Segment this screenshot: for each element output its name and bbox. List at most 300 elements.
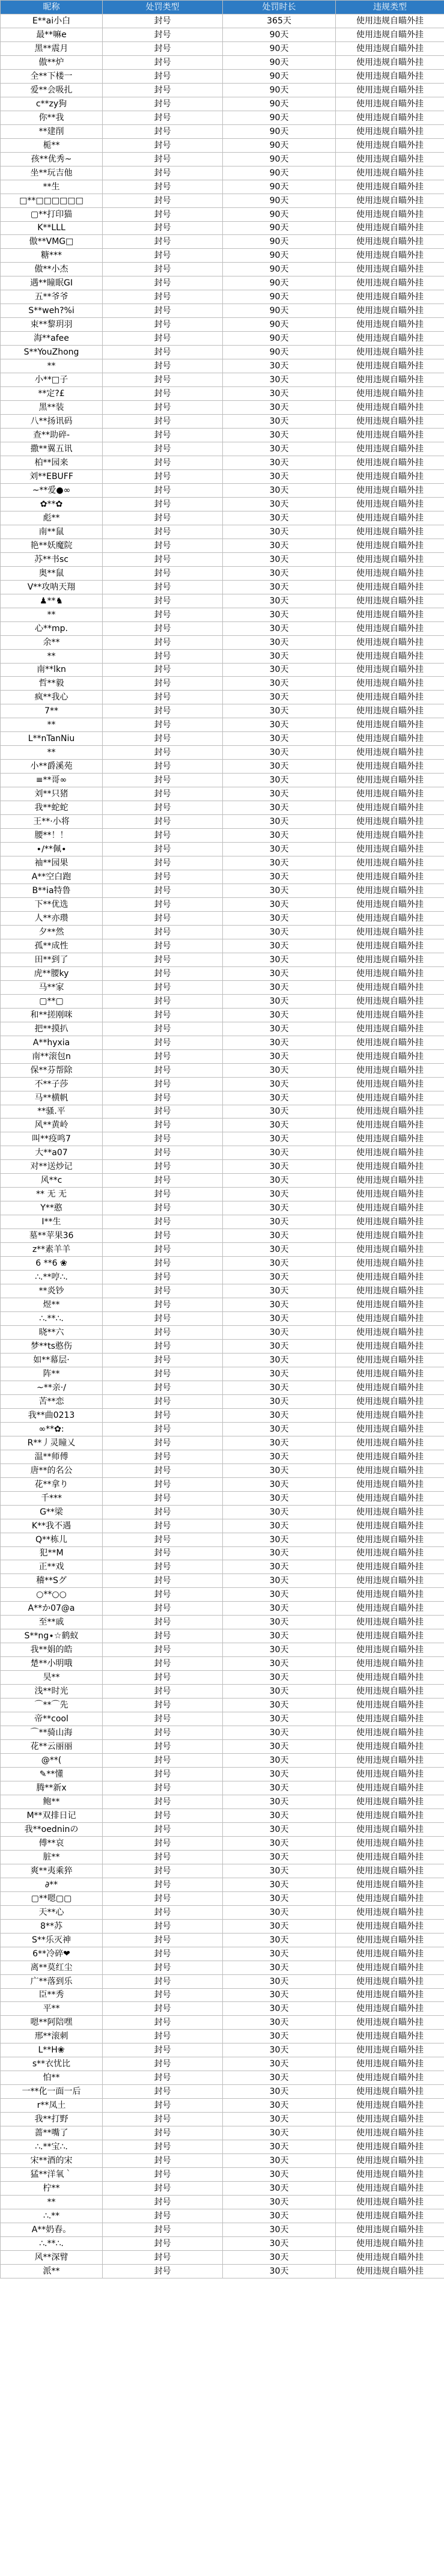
nickname-cell: @**( <box>1 1754 103 1768</box>
violation-type-cell: 使用违规自瞄外挂 <box>336 2264 444 2278</box>
table-row <box>1 1588 444 1602</box>
violation-type-cell: 使用违规自瞄外挂 <box>336 97 444 111</box>
nickname-cell: S**weh?%i <box>1 304 103 318</box>
nickname-cell: Q**栋儿 <box>1 1533 103 1546</box>
penalty-duration-cell: 365天 <box>223 14 336 28</box>
nickname-cell: 千*** <box>1 1491 103 1505</box>
violation-type-cell: 使用违规自瞄外挂 <box>336 1546 444 1560</box>
table-row <box>1 304 444 318</box>
penalty-type-cell: 封号 <box>103 207 223 221</box>
violation-type-cell: 使用违规自瞄外挂 <box>336 2099 444 2113</box>
violation-type-cell: 使用违规自瞄外挂 <box>336 815 444 829</box>
header-nickname: 昵称 <box>1 1 103 14</box>
violation-type-cell: 使用违规自瞄外挂 <box>336 1947 444 1961</box>
table-row <box>1 2154 444 2168</box>
violation-type-cell: 使用违规自瞄外挂 <box>336 1394 444 1408</box>
penalty-duration-cell: 90天 <box>223 69 336 83</box>
table-row <box>1 1491 444 1505</box>
penalty-type-cell: 封号 <box>103 290 223 304</box>
violation-type-cell: 使用违规自瞄外挂 <box>336 1091 444 1105</box>
penalty-type-cell: 封号 <box>103 1243 223 1257</box>
table-header-row <box>1 1 444 14</box>
table-row <box>1 1326 444 1340</box>
nickname-cell: 昊** <box>1 1671 103 1685</box>
table-row <box>1 2126 444 2140</box>
table-row <box>1 290 444 304</box>
table-row <box>1 194 444 207</box>
penalty-type-cell: 封号 <box>103 911 223 925</box>
penalty-type-cell: 封号 <box>103 1229 223 1243</box>
violation-type-cell: 使用违规自瞄外挂 <box>336 718 444 732</box>
violation-type-cell: 使用违规自瞄外挂 <box>336 1588 444 1602</box>
violation-type-cell: 使用违规自瞄外挂 <box>336 1077 444 1091</box>
nickname-cell: ~**爱●∞ <box>1 483 103 497</box>
penalty-duration-cell: 90天 <box>223 276 336 290</box>
penalty-type-cell: 封号 <box>103 925 223 939</box>
penalty-type-cell: 封号 <box>103 387 223 401</box>
violation-type-cell: 使用违规自瞄外挂 <box>336 1284 444 1298</box>
nickname-cell: **定?£ <box>1 387 103 401</box>
nickname-cell: 最**嘛e <box>1 28 103 41</box>
nickname-cell: 我**oedninの <box>1 1822 103 1836</box>
violation-type-cell: 使用违规自瞄外挂 <box>336 1132 444 1146</box>
penalty-duration-cell: 30天 <box>223 1229 336 1243</box>
penalty-type-cell: 封号 <box>103 124 223 138</box>
nickname-cell: 一**化一面一后 <box>1 2085 103 2099</box>
violation-type-cell: 使用违规自瞄外挂 <box>336 1422 444 1436</box>
penalty-type-cell: 封号 <box>103 718 223 732</box>
violation-type-cell: 使用违规自瞄外挂 <box>336 1201 444 1215</box>
penalty-type-cell: 封号 <box>103 994 223 1008</box>
nickname-cell: ** <box>1 649 103 663</box>
penalty-duration-cell: 30天 <box>223 2264 336 2278</box>
penalty-type-cell: 封号 <box>103 1974 223 1988</box>
table-row <box>1 1712 444 1726</box>
table-row <box>1 1463 444 1477</box>
penalty-type-cell: 封号 <box>103 249 223 263</box>
nickname-cell: 糖*** <box>1 249 103 263</box>
violation-type-cell: 使用违规自瞄外挂 <box>336 994 444 1008</box>
violation-type-cell: 使用违规自瞄外挂 <box>336 2126 444 2140</box>
penalty-type-cell: 封号 <box>103 429 223 442</box>
penalty-duration-cell: 30天 <box>223 2030 336 2043</box>
penalty-type-cell: 封号 <box>103 442 223 456</box>
nickname-cell: ▢**打印猫 <box>1 207 103 221</box>
violation-type-cell: 使用违规自瞄外挂 <box>336 566 444 580</box>
table-row <box>1 911 444 925</box>
violation-type-cell: 使用违规自瞄外挂 <box>336 83 444 97</box>
penalty-duration-cell: 30天 <box>223 787 336 801</box>
nickname-cell: 至**戚 <box>1 1616 103 1629</box>
penalty-type-cell: 封号 <box>103 1450 223 1463</box>
penalty-type-cell: 封号 <box>103 69 223 83</box>
table-row <box>1 580 444 594</box>
nickname-cell: 艳**妖魔院 <box>1 539 103 552</box>
penalty-type-cell: 封号 <box>103 1326 223 1340</box>
nickname-cell: A**奶春。 <box>1 2223 103 2236</box>
nickname-cell: ~**亲·∕ <box>1 1381 103 1394</box>
penalty-duration-cell: 30天 <box>223 815 336 829</box>
penalty-duration-cell: 30天 <box>223 1836 336 1850</box>
table-row <box>1 2071 444 2085</box>
nickname-cell: 对**送炒记 <box>1 1160 103 1174</box>
table-row <box>1 649 444 663</box>
violation-type-cell: 使用违规自瞄外挂 <box>336 1174 444 1188</box>
penalty-type-cell: 封号 <box>103 939 223 953</box>
table-row <box>1 346 444 359</box>
nickname-cell: □**□□□□□□ <box>1 194 103 207</box>
penalty-type-cell: 封号 <box>103 787 223 801</box>
penalty-type-cell: 封号 <box>103 1795 223 1808</box>
table-row <box>1 1602 444 1616</box>
table-row <box>1 1754 444 1768</box>
nickname-cell: ⌒**⌒先 <box>1 1699 103 1712</box>
violation-type-cell: 使用违规自瞄外挂 <box>336 1850 444 1864</box>
nickname-cell: 脏** <box>1 1850 103 1864</box>
penalty-type-cell: 封号 <box>103 649 223 663</box>
penalty-duration-cell: 30天 <box>223 1768 336 1781</box>
violation-type-cell: 使用违规自瞄外挂 <box>336 429 444 442</box>
table-row <box>1 387 444 401</box>
penalty-duration-cell: 90天 <box>223 83 336 97</box>
table-row <box>1 469 444 483</box>
penalty-type-cell: 封号 <box>103 55 223 69</box>
nickname-cell: 我**打野 <box>1 2113 103 2126</box>
violation-type-cell: 使用违规自瞄外挂 <box>336 1685 444 1699</box>
nickname-cell: 傲**VMG□ <box>1 235 103 249</box>
violation-type-cell: 使用违规自瞄外挂 <box>336 1891 444 1905</box>
penalty-type-cell: 封号 <box>103 1602 223 1616</box>
nickname-cell: 叫**疫鸣7 <box>1 1132 103 1146</box>
table-row <box>1 41 444 55</box>
penalty-type-cell: 封号 <box>103 14 223 28</box>
penalty-duration-cell: 90天 <box>223 318 336 332</box>
penalty-type-cell: 封号 <box>103 663 223 677</box>
nickname-cell: 我**蛇蛇 <box>1 801 103 815</box>
nickname-cell: 如**幕层· <box>1 1353 103 1367</box>
penalty-duration-cell: 30天 <box>223 1808 336 1822</box>
penalty-duration-cell: 30天 <box>223 1822 336 1836</box>
penalty-duration-cell: 30天 <box>223 1712 336 1726</box>
violation-type-cell: 使用违规自瞄外挂 <box>336 1933 444 1947</box>
table-row <box>1 1699 444 1712</box>
table-row <box>1 939 444 953</box>
penalty-type-cell: 封号 <box>103 138 223 152</box>
penalty-duration-cell: 30天 <box>223 649 336 663</box>
violation-type-cell: 使用违规自瞄外挂 <box>336 166 444 180</box>
violation-type-cell: 使用违规自瞄外挂 <box>336 55 444 69</box>
nickname-cell: ▢**▢ <box>1 994 103 1008</box>
table-row <box>1 1105 444 1119</box>
table-row <box>1 1381 444 1394</box>
table-row <box>1 1298 444 1312</box>
penalty-duration-cell: 30天 <box>223 1105 336 1119</box>
violation-type-cell: 使用违规自瞄外挂 <box>336 801 444 815</box>
nickname-cell: L**H❀ <box>1 2043 103 2057</box>
penalty-duration-cell: 30天 <box>223 1961 336 1974</box>
penalty-type-cell: 封号 <box>103 1477 223 1491</box>
penalty-type-cell: 封号 <box>103 97 223 111</box>
nickname-cell: A**か07@a <box>1 1602 103 1616</box>
penalty-duration-cell: 30天 <box>223 2002 336 2016</box>
penalty-duration-cell: 30天 <box>223 884 336 898</box>
violation-type-cell: 使用违规自瞄外挂 <box>336 318 444 332</box>
table-row <box>1 166 444 180</box>
nickname-cell: 楚**小明哦 <box>1 1657 103 1671</box>
penalty-duration-cell: 30天 <box>223 1974 336 1988</box>
violation-type-cell: 使用违规自瞄外挂 <box>336 1339 444 1353</box>
nickname-cell: 我**曲0213 <box>1 1408 103 1422</box>
nickname-cell: 田**到了 <box>1 953 103 966</box>
penalty-type-cell: 封号 <box>103 1712 223 1726</box>
penalty-type-cell: 封号 <box>103 691 223 704</box>
penalty-type-cell: 封号 <box>103 1105 223 1119</box>
penalty-duration-cell: 30天 <box>223 1905 336 1919</box>
nickname-cell: 傲**小杰 <box>1 263 103 276</box>
penalty-duration-cell: 30天 <box>223 2236 336 2250</box>
penalty-duration-cell: 30天 <box>223 1367 336 1381</box>
penalty-duration-cell: 90天 <box>223 152 336 166</box>
table-row <box>1 1271 444 1284</box>
penalty-duration-cell: 30天 <box>223 1878 336 1891</box>
nickname-cell: ✎**懂 <box>1 1768 103 1781</box>
penalty-duration-cell: 30天 <box>223 566 336 580</box>
nickname-cell: 袖**园果 <box>1 856 103 870</box>
nickname-cell: 派** <box>1 2264 103 2278</box>
violation-type-cell: 使用违规自瞄外挂 <box>336 1312 444 1326</box>
table-row <box>1 1119 444 1132</box>
table-row <box>1 1781 444 1795</box>
table-row <box>1 138 444 152</box>
penalty-duration-cell: 30天 <box>223 2057 336 2071</box>
nickname-cell: 犯**M <box>1 1546 103 1560</box>
table-row <box>1 704 444 718</box>
table-row <box>1 1629 444 1643</box>
table-row <box>1 207 444 221</box>
violation-type-cell: 使用违规自瞄外挂 <box>336 387 444 401</box>
table-row <box>1 1436 444 1450</box>
violation-type-cell: 使用违规自瞄外挂 <box>336 290 444 304</box>
nickname-cell: 正**戏 <box>1 1560 103 1574</box>
table-row <box>1 1657 444 1671</box>
nickname-cell: 帝**cool <box>1 1712 103 1726</box>
penalty-type-cell: 封号 <box>103 1036 223 1049</box>
nickname-cell: 奥**鼠 <box>1 566 103 580</box>
nickname-cell: **炎钞 <box>1 1284 103 1298</box>
table-row <box>1 69 444 83</box>
penalty-type-cell: 封号 <box>103 801 223 815</box>
violation-type-cell: 使用违规自瞄外挂 <box>336 1781 444 1795</box>
penalty-duration-cell: 30天 <box>223 469 336 483</box>
table-row <box>1 691 444 704</box>
table-row <box>1 1933 444 1947</box>
penalty-duration-cell: 30天 <box>223 1740 336 1754</box>
penalty-type-cell: 封号 <box>103 2099 223 2113</box>
table-row <box>1 525 444 539</box>
nickname-cell: 黑**震月 <box>1 41 103 55</box>
table-row <box>1 1339 444 1353</box>
penalty-duration-cell: 30天 <box>223 608 336 621</box>
table-row <box>1 1878 444 1891</box>
nickname-cell: 天**心 <box>1 1905 103 1919</box>
table-row <box>1 566 444 580</box>
penalty-duration-cell: 90天 <box>223 111 336 124</box>
violation-type-cell: 使用违规自瞄外挂 <box>336 1602 444 1616</box>
penalty-duration-cell: 30天 <box>223 1353 336 1367</box>
table-row <box>1 1974 444 1988</box>
nickname-cell: S**乐灭神 <box>1 1933 103 1947</box>
penalty-type-cell: 封号 <box>103 829 223 843</box>
violation-type-cell: 使用违规自瞄外挂 <box>336 1560 444 1574</box>
violation-type-cell: 使用违规自瞄外挂 <box>336 1353 444 1367</box>
nickname-cell: 苏**书sc <box>1 552 103 566</box>
nickname-cell: ** <box>1 2196 103 2209</box>
violation-type-cell: 使用违规自瞄外挂 <box>336 1436 444 1450</box>
nickname-cell: 心**mp. <box>1 621 103 635</box>
nickname-cell: 8**苏 <box>1 1919 103 1933</box>
penalty-type-cell: 封号 <box>103 1822 223 1836</box>
nickname-cell: 和**搓刚咪 <box>1 1008 103 1022</box>
violation-type-cell: 使用违规自瞄外挂 <box>336 2071 444 2085</box>
penalty-duration-cell: 90天 <box>223 138 336 152</box>
penalty-duration-cell: 30天 <box>223 1049 336 1063</box>
table-row <box>1 1312 444 1326</box>
violation-type-cell: 使用违规自瞄外挂 <box>336 1022 444 1036</box>
violation-type-cell: 使用违规自瞄外挂 <box>336 1367 444 1381</box>
penalty-duration-cell: 90天 <box>223 97 336 111</box>
violation-type-cell: 使用违规自瞄外挂 <box>336 1657 444 1671</box>
penalty-duration-cell: 30天 <box>223 2168 336 2182</box>
nickname-cell: 虎**腰ky <box>1 966 103 980</box>
penalty-duration-cell: 90天 <box>223 249 336 263</box>
table-row <box>1 1284 444 1298</box>
penalty-duration-cell: 30天 <box>223 1243 336 1257</box>
violation-type-cell: 使用违规自瞄外挂 <box>336 1822 444 1836</box>
table-row <box>1 111 444 124</box>
table-row <box>1 97 444 111</box>
violation-type-cell: 使用违规自瞄外挂 <box>336 1381 444 1394</box>
nickname-cell: 孤**成性 <box>1 939 103 953</box>
penalty-type-cell: 封号 <box>103 1298 223 1312</box>
penalty-type-cell: 封号 <box>103 1312 223 1326</box>
penalty-type-cell: 封号 <box>103 2030 223 2043</box>
nickname-cell: **建削 <box>1 124 103 138</box>
penalty-type-cell: 封号 <box>103 221 223 235</box>
penalty-duration-cell: 30天 <box>223 677 336 691</box>
violation-type-cell: 使用违规自瞄外挂 <box>336 1271 444 1284</box>
table-row <box>1 235 444 249</box>
table-row <box>1 276 444 290</box>
violation-type-cell: 使用违规自瞄外挂 <box>336 608 444 621</box>
nickname-cell: 马**横帆 <box>1 1091 103 1105</box>
penalty-duration-cell: 30天 <box>223 442 336 456</box>
nickname-cell: M**双排日记 <box>1 1808 103 1822</box>
penalty-type-cell: 封号 <box>103 677 223 691</box>
penalty-duration-cell: 30天 <box>223 980 336 994</box>
violation-type-cell: 使用违规自瞄外挂 <box>336 1519 444 1533</box>
penalty-type-cell: 封号 <box>103 1394 223 1408</box>
penalty-type-cell: 封号 <box>103 1657 223 1671</box>
penalty-type-cell: 封号 <box>103 580 223 594</box>
violation-type-cell: 使用违规自瞄外挂 <box>336 2057 444 2071</box>
table-row <box>1 1049 444 1063</box>
penalty-duration-cell: 30天 <box>223 760 336 774</box>
violation-type-cell: 使用违规自瞄外挂 <box>336 483 444 497</box>
penalty-type-cell: 封号 <box>103 1188 223 1201</box>
violation-type-cell: 使用违规自瞄外挂 <box>336 442 444 456</box>
penalty-type-cell: 封号 <box>103 1201 223 1215</box>
nickname-cell: 下**优选 <box>1 897 103 911</box>
table-row <box>1 787 444 801</box>
penalty-type-cell: 封号 <box>103 2057 223 2071</box>
nickname-cell: 墓**苹果36 <box>1 1229 103 1243</box>
penalty-duration-cell: 30天 <box>223 1132 336 1146</box>
violation-type-cell: 使用违规自瞄外挂 <box>336 41 444 55</box>
nickname-cell: 煜** <box>1 1298 103 1312</box>
table-row <box>1 1560 444 1574</box>
header-penalty-type: 处罚类型 <box>103 1 223 14</box>
penalty-type-cell: 封号 <box>103 1049 223 1063</box>
violation-type-cell: 使用违规自瞄外挂 <box>336 1063 444 1077</box>
nickname-cell: 黑**装 <box>1 401 103 415</box>
table-row <box>1 2168 444 2182</box>
penalty-type-cell: 封号 <box>103 732 223 746</box>
violation-type-cell: 使用违规自瞄外挂 <box>336 1505 444 1519</box>
penalty-duration-cell: 30天 <box>223 663 336 677</box>
table-row <box>1 2099 444 2113</box>
violation-type-cell: 使用违规自瞄外挂 <box>336 691 444 704</box>
table-row <box>1 152 444 166</box>
violation-type-cell: 使用违规自瞄外挂 <box>336 635 444 649</box>
table-body <box>1 14 444 2278</box>
violation-type-cell: 使用违规自瞄外挂 <box>336 829 444 843</box>
penalty-duration-cell: 30天 <box>223 1036 336 1049</box>
nickname-cell: 花**拿り <box>1 1477 103 1491</box>
penalty-type-cell: 封号 <box>103 304 223 318</box>
nickname-cell: 保**芬帮除 <box>1 1063 103 1077</box>
table-row <box>1 28 444 41</box>
penalty-type-cell: 封号 <box>103 774 223 787</box>
penalty-duration-cell: 30天 <box>223 1560 336 1574</box>
violation-type-cell: 使用违规自瞄外挂 <box>336 1533 444 1546</box>
penalty-type-cell: 封号 <box>103 415 223 429</box>
penalty-duration-cell: 30天 <box>223 2043 336 2057</box>
nickname-cell: 傅**哀 <box>1 1836 103 1850</box>
nickname-cell: 浅**时光 <box>1 1685 103 1699</box>
penalty-type-cell: 封号 <box>103 511 223 525</box>
violation-type-cell: 使用违规自瞄外挂 <box>336 249 444 263</box>
nickname-cell: ∴.**∴. <box>1 1312 103 1326</box>
violation-type-cell: 使用违规自瞄外挂 <box>336 401 444 415</box>
table-row <box>1 318 444 332</box>
nickname-cell: 不**子莎 <box>1 1077 103 1091</box>
violation-type-cell: 使用违规自瞄外挂 <box>336 1229 444 1243</box>
penalty-duration-cell: 30天 <box>223 2113 336 2126</box>
penalty-duration-cell: 30天 <box>223 1008 336 1022</box>
penalty-type-cell: 封号 <box>103 870 223 884</box>
table-row <box>1 1961 444 1974</box>
penalty-duration-cell: 30天 <box>223 415 336 429</box>
nickname-cell: ✿**✿ <box>1 497 103 511</box>
violation-type-cell: 使用违规自瞄外挂 <box>336 1795 444 1808</box>
nickname-cell: 王**·小将 <box>1 815 103 829</box>
nickname-cell: 腰**！！ <box>1 829 103 843</box>
penalty-type-cell: 封号 <box>103 346 223 359</box>
penalty-type-cell: 封号 <box>103 704 223 718</box>
table-row <box>1 1394 444 1408</box>
nickname-cell: 宋**酒的宋 <box>1 2154 103 2168</box>
penalty-type-cell: 封号 <box>103 469 223 483</box>
